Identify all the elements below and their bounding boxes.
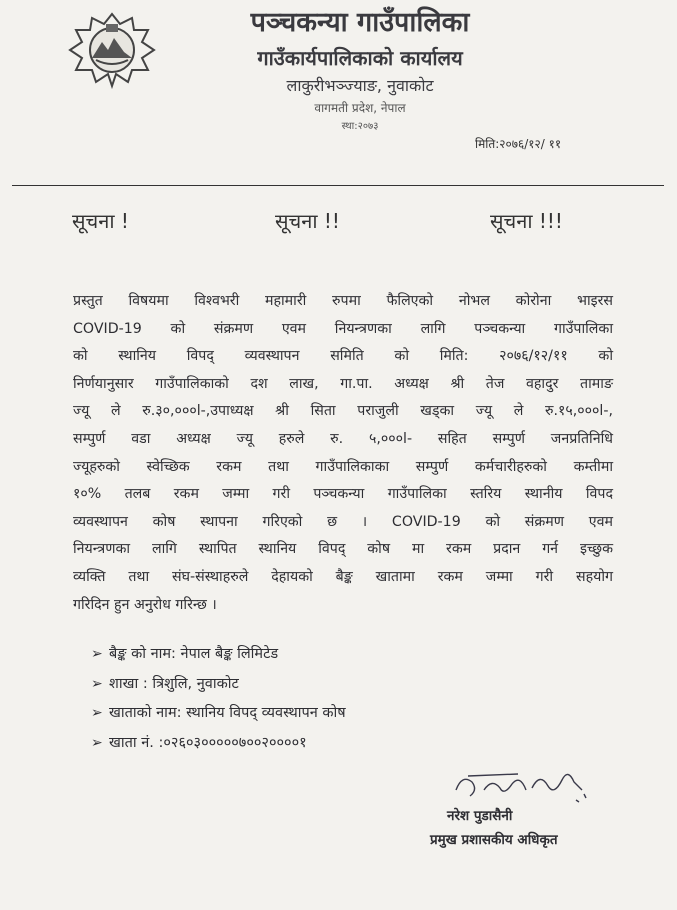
arrow-bullet-icon: ➢ <box>91 646 103 662</box>
body-line: ज्यूहरुको स्वेच्छिक रकम तथा गाउँपालिकाका सम्पुर्ण कर्मचारीहरुको कम्तीमा <box>73 458 613 475</box>
arrow-bullet-icon: ➢ <box>91 734 103 751</box>
office-address: लाकुरीभञ्ज्याङ, नुवाकोट <box>286 76 434 95</box>
notice-heading-3: सूचना !!! <box>490 209 563 233</box>
body-line: व्यवस्थापन कोष स्थापना गरिएको छ । COVID-19 को संक्रमण एवम <box>73 513 613 530</box>
notice-heading-2: सूचना !! <box>275 209 340 233</box>
body-line: निर्णयानुसार गाउँपालिकाको दश लाख, गा.पा. अध्यक्ष श्री तेज वहादुर तामाङ <box>73 375 613 392</box>
account-name: खाताको नाम: स्थानिय विपद् व्यवस्थापन कोष <box>109 705 346 721</box>
bank-branch: शाखा : त्रिशुलि, नुवाकोट <box>109 675 239 692</box>
account-number: खाता नं. :०२६०३०००००७००२००००१ <box>109 734 307 751</box>
notice-heading-1: सूचना ! <box>72 209 129 233</box>
government-emblem-icon <box>62 8 162 90</box>
body-line: १०% तलब रकम जम्मा गरी पञ्चकन्या गाउँपालिका स्तरिय स्थानीय विपद <box>73 486 613 503</box>
signatory-title: प्रमुख प्रशासकीय अधिकृत <box>430 832 558 848</box>
body-line: गरिदिन हुन अनुरोध गरिन्छ । <box>73 596 217 613</box>
body-line: सम्पुर्ण वडा अध्यक्ष ज्यू हरुले रु. ५,०००l- सहित सम्पुर्ण जनप्रतिनिधि <box>73 430 613 447</box>
notice-date: मिति:२०७६/१२/ ११ <box>475 137 562 151</box>
body-line: व्यक्ति तथा संघ-संस्थाहरुले देहायको बैङ्क खातामा रकम जम्मा गरी सहयोग <box>73 568 613 585</box>
list-item <box>91 699 346 729</box>
municipality-title: पञ्चकन्या गाउँपालिका <box>250 7 470 38</box>
signature-scribble <box>448 760 598 808</box>
list-item <box>91 670 346 700</box>
office-name: गाउँकार्यपालिकाको कार्यालय <box>257 46 463 70</box>
signatory-name: नरेश पुडासैनी <box>447 808 513 824</box>
body-line: ज्यू ले रु.३०,०००l-,उपाध्यक्ष श्री सिता पराजुली खड्का ज्यू ले रु.१५,०००l-, <box>73 403 613 420</box>
body-line: नियन्त्रणका लागि स्थापित स्थानिय विपद् कोष मा रकम प्रदान गर्न इच्छुक <box>73 541 613 558</box>
bank-details-list <box>91 640 346 758</box>
body-line: प्रस्तुत विषयमा विश्वभरी महामारी रुपमा फैलिएको नोभल कोरोना भाइरस <box>73 293 613 309</box>
list-item <box>91 729 346 759</box>
arrow-bullet-icon: ➢ <box>91 705 103 721</box>
body-line: COVID-19 को संक्रमण एवम नियन्त्रणका लागि पञ्चकन्या गाउँपालिका <box>73 320 613 337</box>
header-divider <box>12 185 664 186</box>
province-line: वागमती प्रदेश, नेपाल <box>314 101 406 115</box>
bank-name: बैङ्क को नाम: नेपाल बैङ्क लिमिटेड <box>109 646 279 662</box>
arrow-bullet-icon: ➢ <box>91 675 103 692</box>
established-year: स्था:२०७३ <box>341 121 379 132</box>
body-line: को स्थानिय विपद् व्यवस्थापन समिति को मिति: २०७६/१२/११ को <box>73 348 613 365</box>
list-item <box>91 640 346 670</box>
notice-body <box>73 288 613 619</box>
